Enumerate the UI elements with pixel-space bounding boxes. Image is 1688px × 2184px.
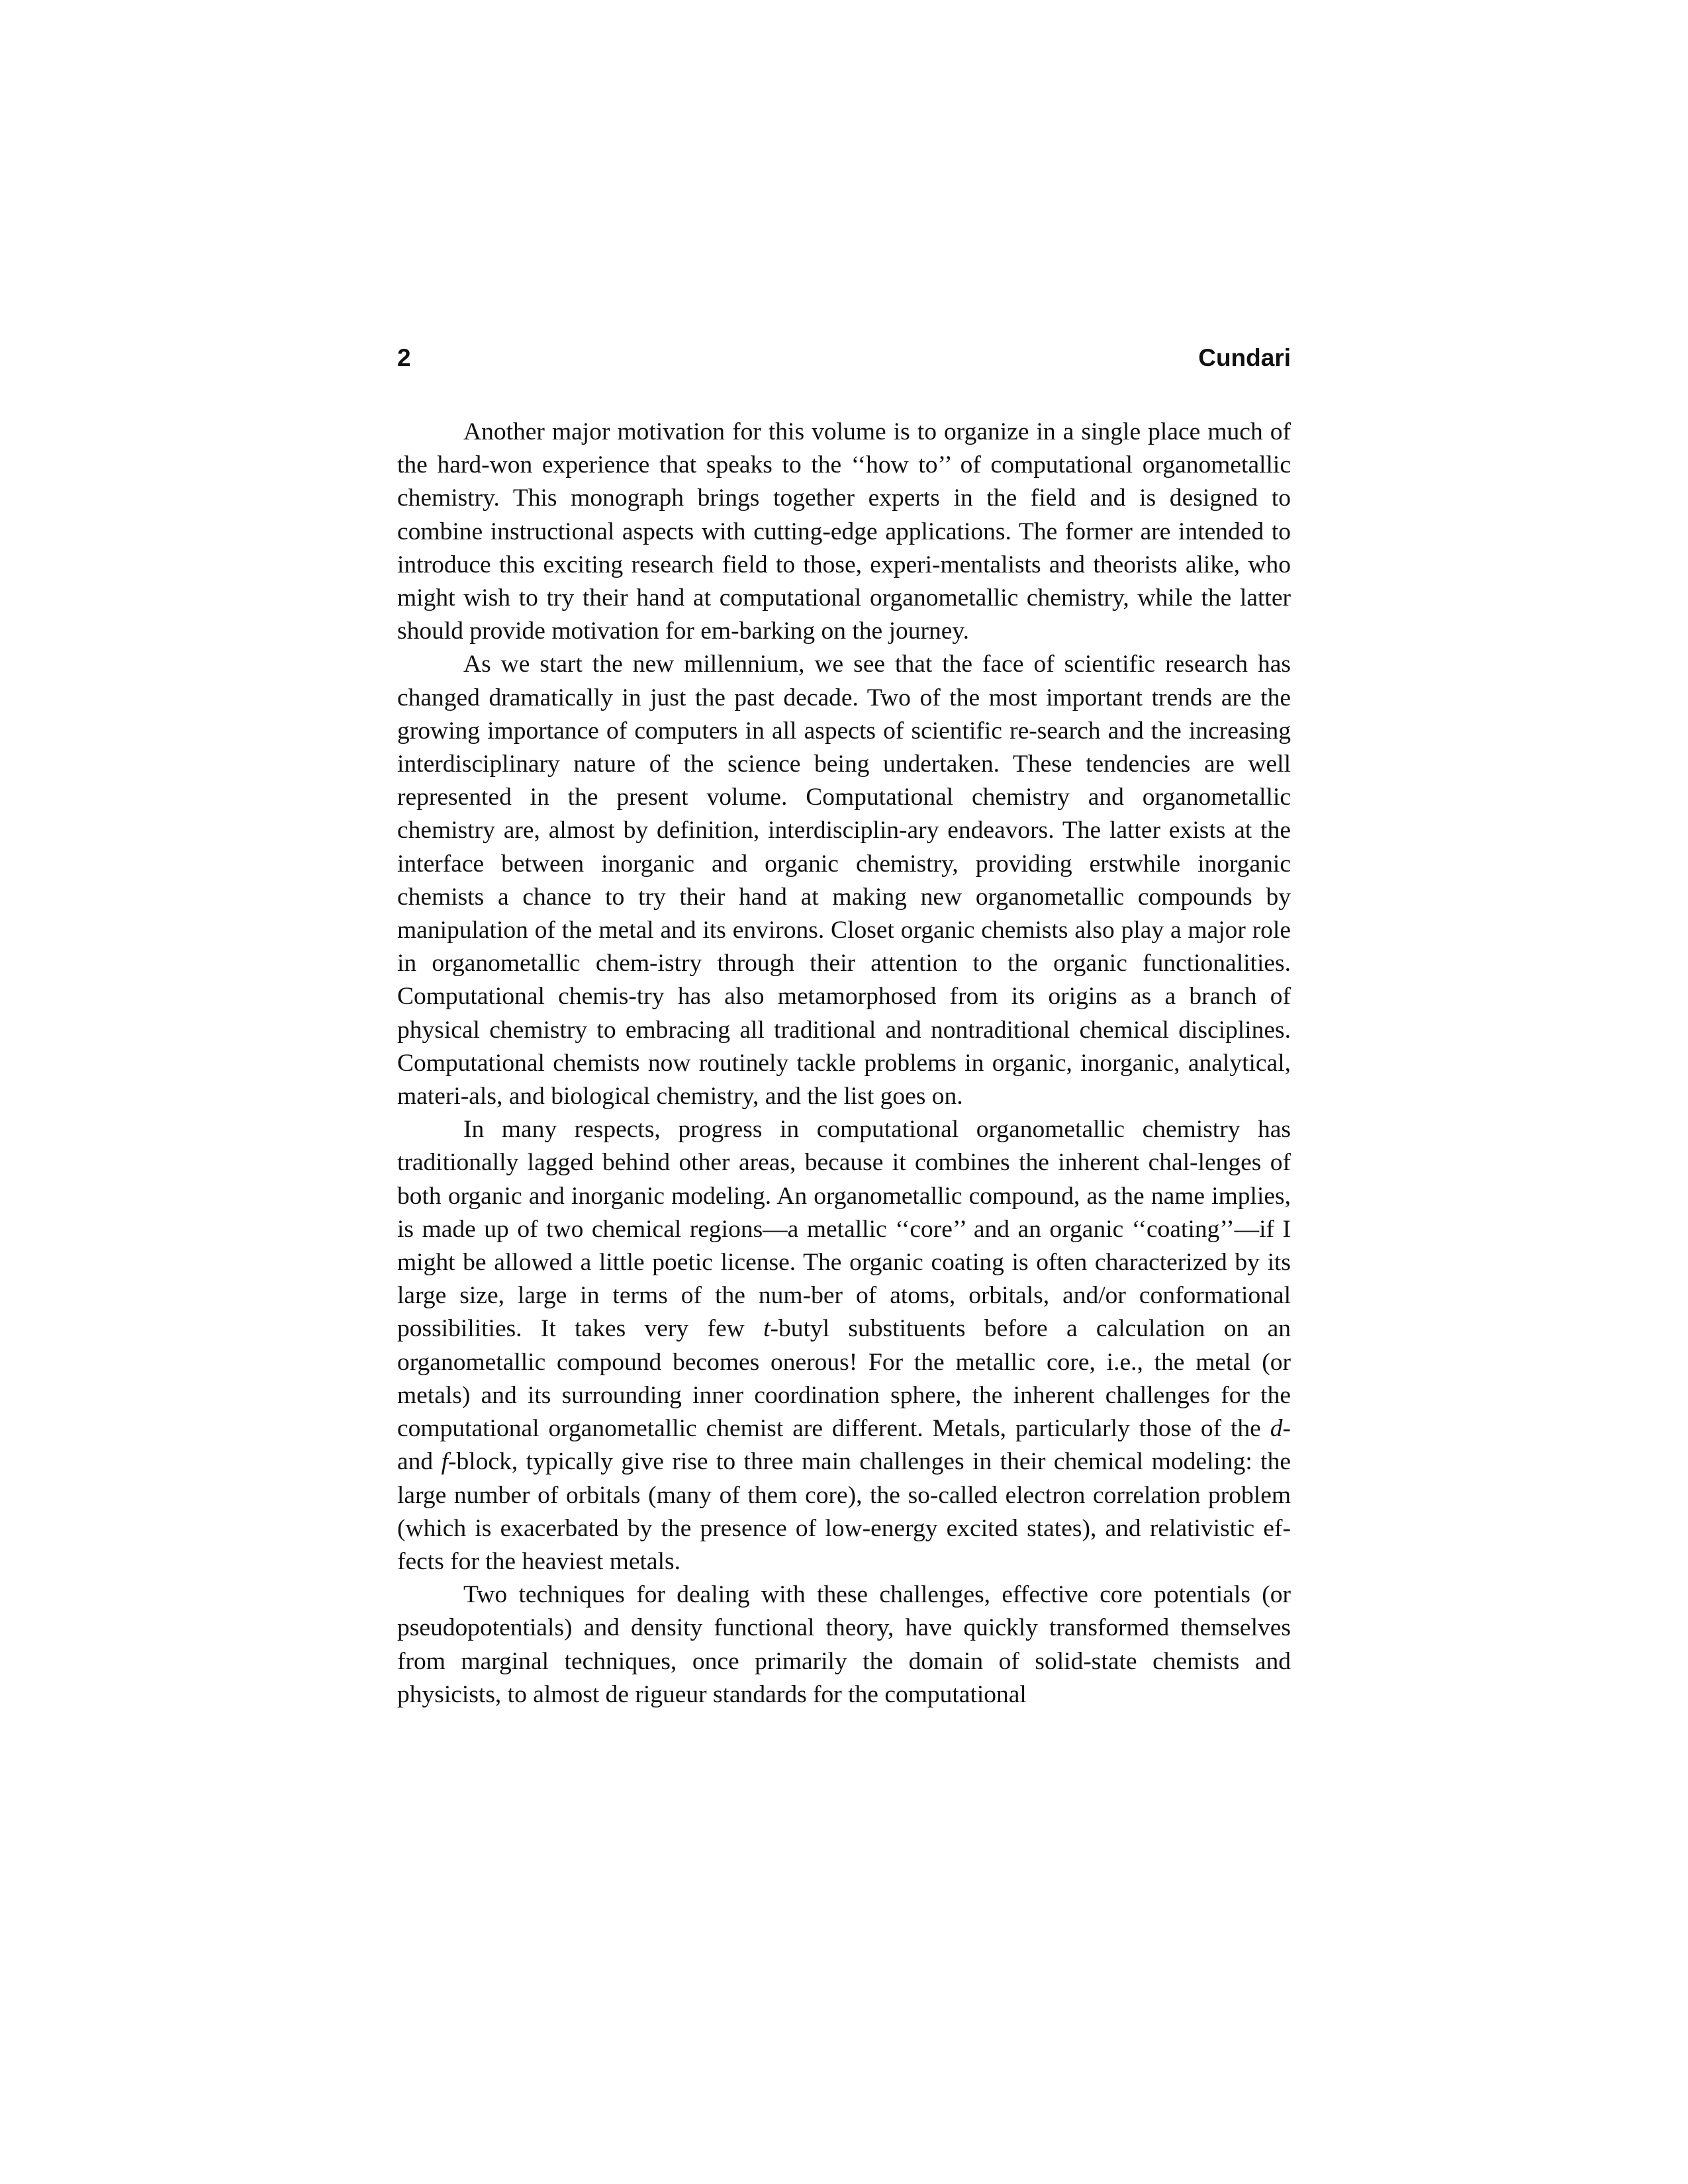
running-head xyxy=(397,341,1291,375)
paragraph-2 xyxy=(397,648,1291,1113)
paragraph-line: The former are intended to introduce this exciting research field to those, experi- xyxy=(397,518,1291,578)
paragraph-line: embracing all traditional and nontraditional chemical disciplines. Computational xyxy=(397,1016,1291,1077)
paragraph-line: chemistry, providing erstwhile inorganic chemists a chance to try their hand at xyxy=(397,850,1291,911)
paragraph-line: lenges of both organic and inorganic modeling. An organometallic compound, xyxy=(397,1149,1291,1210)
paragraph-line: ber of atoms, orbitals, and/or conformational possibilities. It takes very few t- xyxy=(397,1282,1291,1343)
paragraph-line: as the name implies, is made up of two chemical regions—a metallic ‘‘core’’ xyxy=(397,1182,1291,1243)
paragraph-line: istry through their attention to the organic functionalities. Computational chemis- xyxy=(397,950,1291,1011)
paragraph-4 xyxy=(397,1578,1291,1711)
paragraph-line: mentalists and theorists alike, who might wish to try their hand at computational xyxy=(397,551,1291,612)
running-head-author: Cundari xyxy=(1198,344,1291,371)
paragraph-line: coordination sphere, the inherent challenges for the computational organometallic xyxy=(397,1381,1291,1443)
paragraph-line: As we start the new millennium, we see that the face of scientific research xyxy=(463,651,1248,678)
paragraph-line: onerous! For the metallic core, i.e., the metal (or metals) and its surrounding inner xyxy=(397,1348,1291,1409)
paragraph-3 xyxy=(397,1113,1291,1578)
paragraph-line: barking on the journey. xyxy=(739,617,970,645)
paragraph-line: and is designed to combine instructional aspects with cutting-edge applications. xyxy=(397,484,1291,545)
paragraph-line: In many respects, progress in computational organometallic chemistry has xyxy=(463,1116,1291,1144)
paragraph-line: butyl substituents before a calculation on an organometallic compound becomes xyxy=(397,1315,1291,1376)
paragraph-line: has changed dramatically in just the past decade. Two of the most important xyxy=(397,651,1291,711)
paragraph-line: chemists now routinely tackle problems in organic, inorganic, analytical, materi- xyxy=(397,1049,1291,1111)
paragraph-line: search and the increasing interdisciplinary nature of the science being undertaken. xyxy=(397,717,1291,778)
paragraph-line: als, and biological chemistry, and the list goes on. xyxy=(469,1083,963,1111)
paragraph-line: Another major motivation for this volume is to organize in a single place xyxy=(463,418,1201,445)
paragraph-line: making new organometallic compounds by manipulation of the metal and its xyxy=(397,883,1291,944)
paragraph-line: fects for the heaviest metals. xyxy=(397,1547,680,1575)
paragraph-line: Two techniques for dealing with these challenges, effective core potentials xyxy=(463,1581,1250,1609)
paragraph-line: organic coating is often characterized by its large size, large in terms of the num- xyxy=(397,1249,1291,1310)
paragraph-line: These tendencies are well represented in the present volume. Computational xyxy=(397,751,1291,811)
paragraph-line: is exacerbated by the presence of low-energy excited states), and relativistic ef- xyxy=(475,1514,1291,1542)
paragraph-line: chemistry and organometallic chemistry are, almost by definition, interdisciplin- xyxy=(397,784,1291,844)
paragraph-line: organometallic chemistry. This monograph brings together experts in the field xyxy=(397,451,1291,512)
paragraph-line: and an organic ‘‘coating’’—if I might be allowed a little poetic license. The xyxy=(397,1215,1291,1277)
paragraph-1 xyxy=(397,416,1291,648)
paragraph-line: chemists and physicists, to almost de rigueur standards for the computational xyxy=(397,1647,1291,1708)
paragraph-line: much of the hard-won experience that speaks to the ‘‘how to’’ of computational xyxy=(397,418,1291,479)
paragraph-line: organometallic chemistry, while the latter should provide motivation for em- xyxy=(397,584,1291,645)
paragraph-line: of orbitals (many of them core), the so-called electron correlation problem (which xyxy=(397,1481,1291,1542)
paragraph-line: themselves from marginal techniques, once primarily the domain of solid-state xyxy=(397,1614,1291,1675)
paragraph-line: chemist are different. Metals, particularly those of the d- and f-block, typically xyxy=(397,1415,1291,1476)
body-text xyxy=(397,416,1291,1711)
paragraph-line: (or pseudopotentials) and density functional theory, have quickly transformed xyxy=(397,1581,1291,1642)
paragraph-line: ary endeavors. The latter exists at the interface between inorganic and organic xyxy=(397,817,1291,878)
paragraph-line: give rise to three main challenges in their chemical modeling: the large number xyxy=(397,1448,1291,1509)
paragraph-line: try has also metamorphosed from its origins as a branch of physical chemistry to xyxy=(397,983,1291,1044)
paragraph-line: environs. Closet organic chemists also play a major role in organometallic chem- xyxy=(397,917,1291,978)
paragraph-line: trends are the growing importance of computers in all aspects of scientific re- xyxy=(397,684,1291,745)
page-number: 2 xyxy=(397,344,411,371)
paragraph-line: traditionally lagged behind other areas, because it combines the inherent chal- xyxy=(397,1149,1198,1177)
